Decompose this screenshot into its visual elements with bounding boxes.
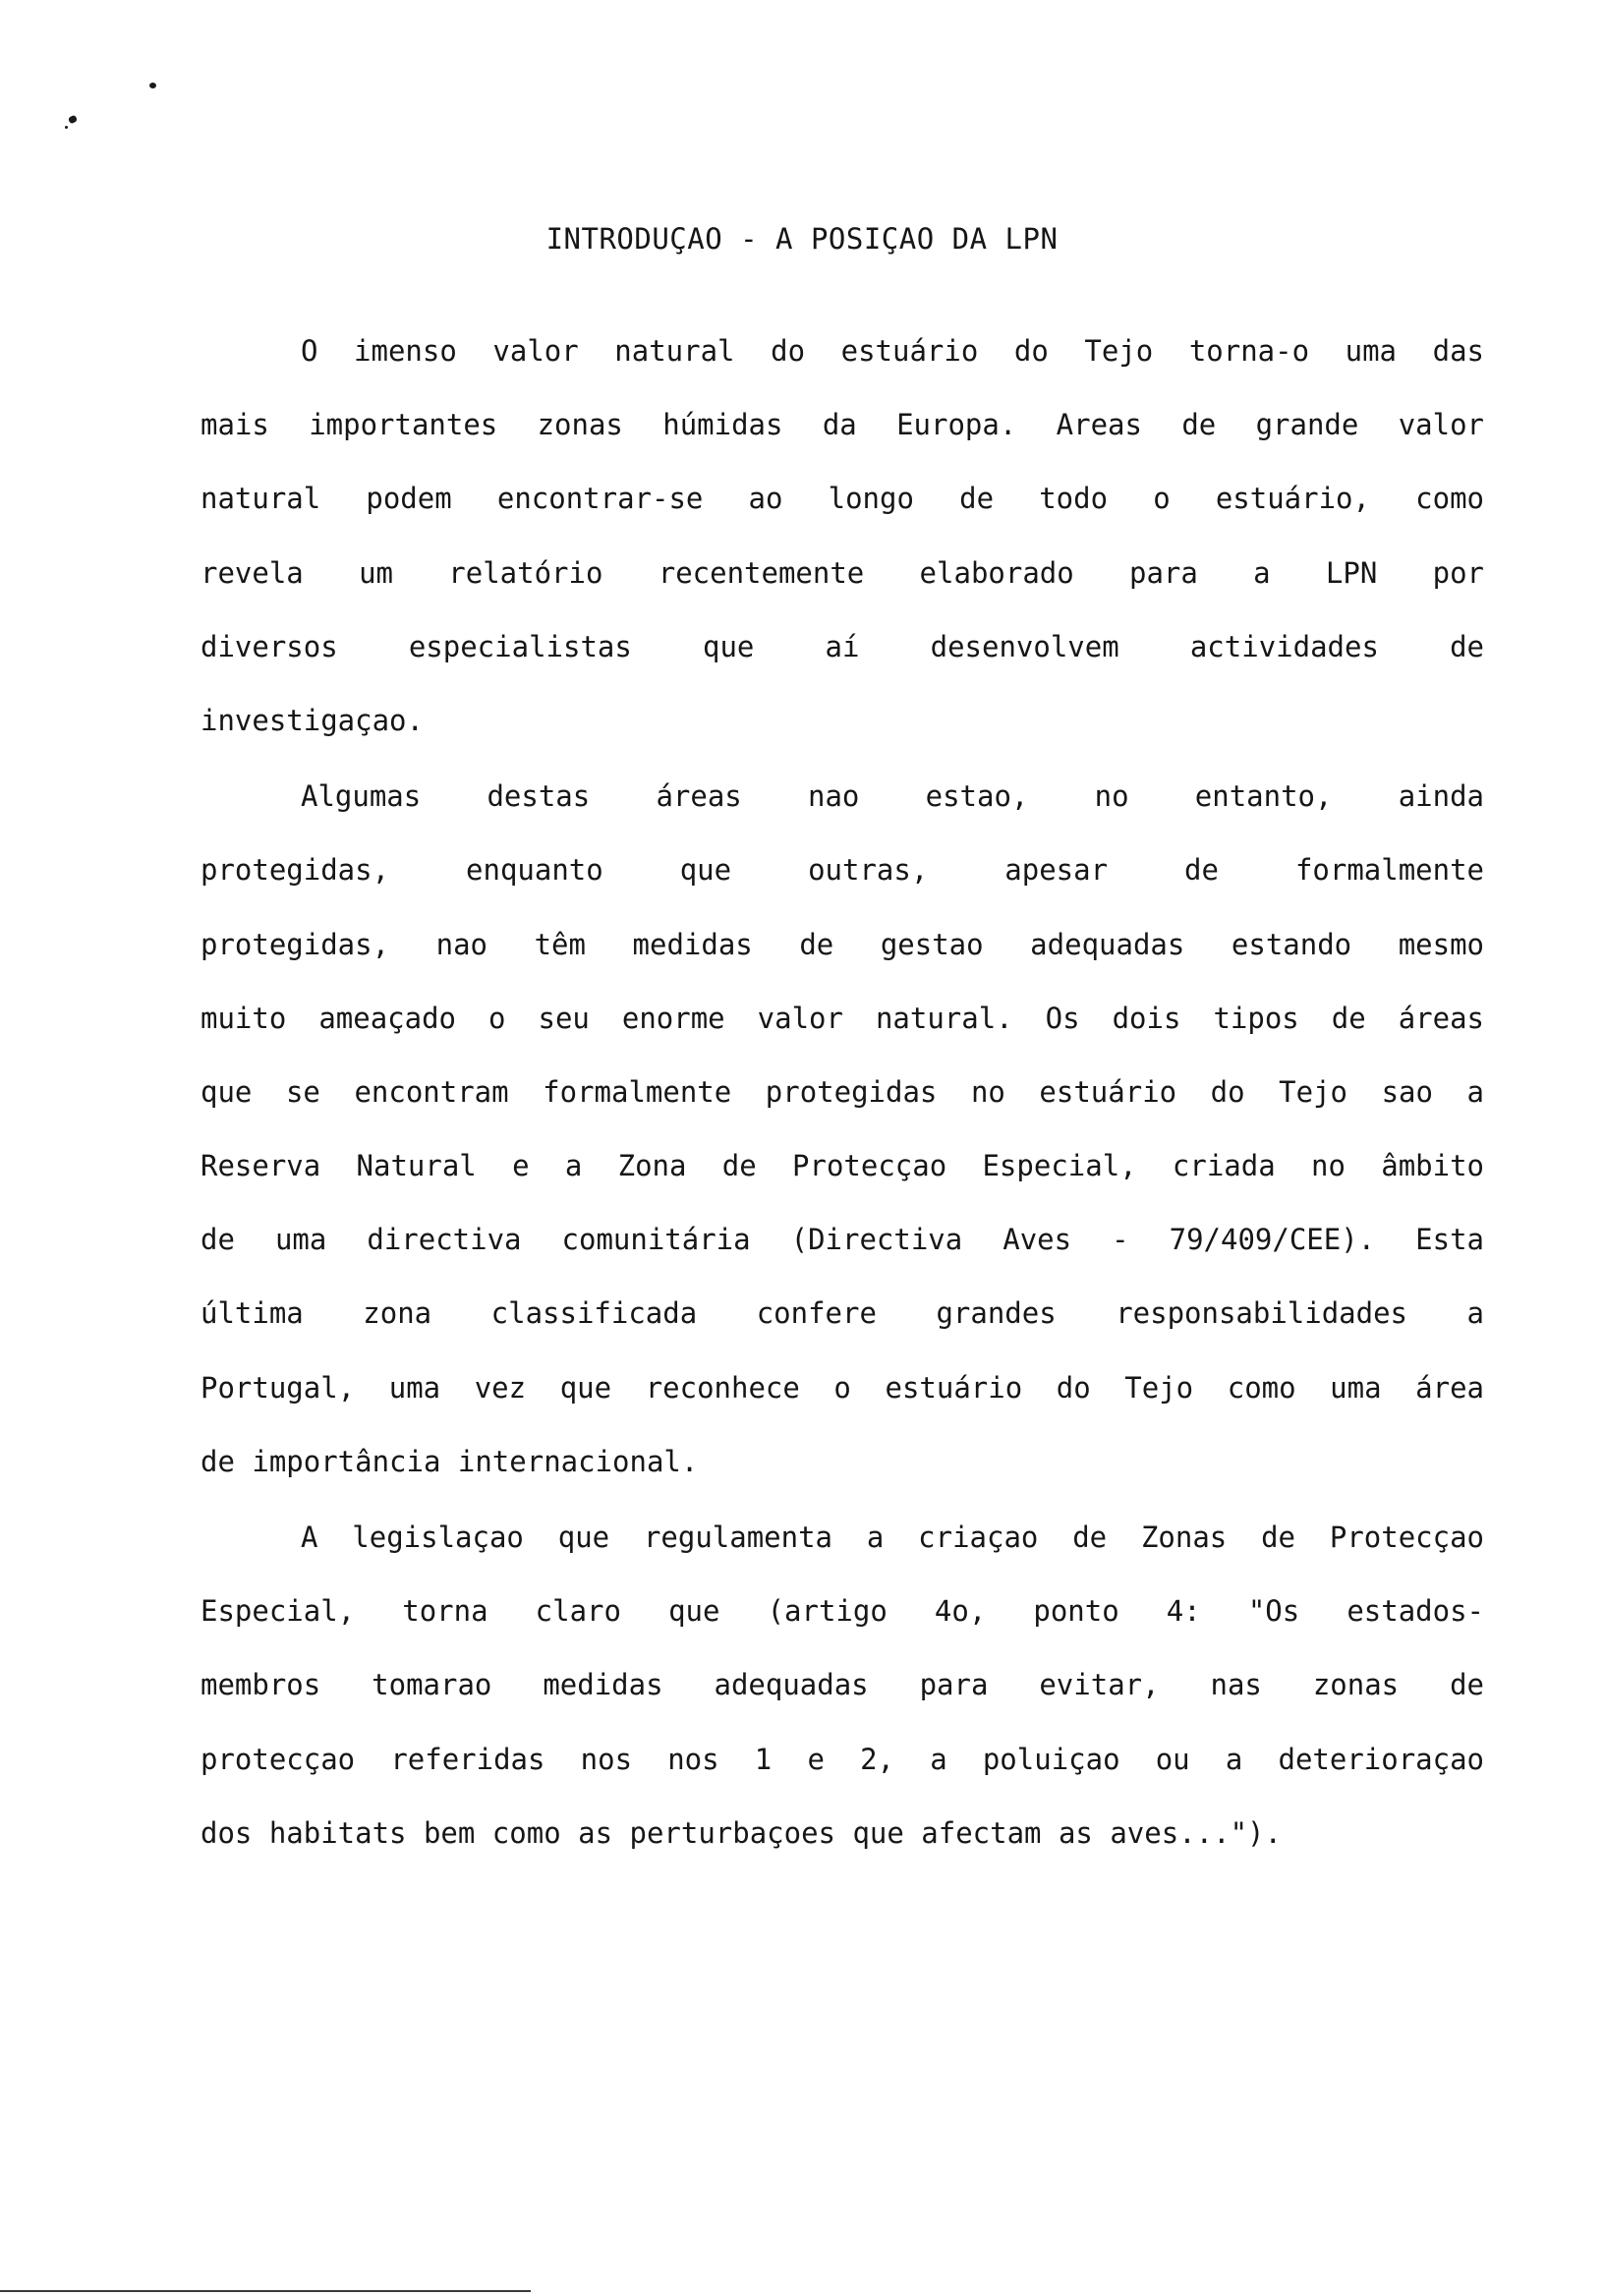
scan-speck (149, 83, 156, 88)
text-line: natural podem encontrar-se ao longo de todo o estuário, como (200, 482, 1484, 516)
text-line: membros tomarao medidas adequadas para evitar, nas zonas de (200, 1668, 1484, 1702)
text-line: que se encontram formalmente protegidas no estuário do Tejo sao a (200, 1074, 1484, 1109)
text-line: Especial, torna claro que (artigo 4o, ponto 4: "Os estados- (200, 1594, 1484, 1629)
text-line: Algumas destas áreas nao estao, no entanto, ainda (301, 779, 1484, 814)
text-line: O imenso valor natural do estuário do Tejo torna-o uma das (301, 334, 1484, 368)
text-line: Reserva Natural e a Zona de Protecçao Especial, criada no âmbito (200, 1149, 1484, 1183)
document-body (200, 315, 1484, 1872)
paragraph-2 (200, 760, 1484, 1499)
text-line: investigaçao. (200, 703, 424, 737)
text-line: protegidas, nao têm medidas de gestao adequadas estando mesmo (200, 927, 1484, 961)
text-line: protegidas, enquanto que outras, apesar de formalmente (200, 853, 1484, 888)
scan-speck (68, 114, 78, 124)
paragraph-3 (200, 1501, 1484, 1870)
text-line: dos habitats bem como as perturbaçoes que afectam as aves..."). (200, 1815, 1282, 1850)
bottom-edge-line (0, 2290, 531, 2292)
text-line: de uma directiva comunitária (Directiva Aves - 79/409/CEE). Esta (200, 1223, 1484, 1257)
text-line: A legislaçao que regulamenta a criaçao de Zonas de Protecçao (301, 1521, 1484, 1554)
paragraph-1 (200, 315, 1484, 758)
text-line: Portugal, uma vez que reconhece o estuário do Tejo como uma área (200, 1370, 1484, 1405)
document-title: INTRODUÇAO - A POSIÇAO DA LPN (545, 222, 1059, 256)
text-line: muito ameaçado o seu enorme valor natural. Os dois tipos de áreas (200, 1001, 1484, 1035)
text-line: revela um relatório recentemente elaborado para a LPN por (200, 555, 1484, 590)
text-line: diversos especialistas que aí desenvolvem actividades de (200, 629, 1484, 663)
text-line: mais importantes zonas húmidas da Europa. Areas de grande valor (200, 408, 1484, 442)
text-line: de importância internacional. (200, 1444, 699, 1478)
text-line: última zona classificada confere grandes responsabilidades a (200, 1296, 1484, 1331)
text-line: protecçao referidas nos nos 1 e 2, a poluiçao ou a deterioraçao (200, 1742, 1484, 1776)
scan-speck (65, 126, 68, 129)
